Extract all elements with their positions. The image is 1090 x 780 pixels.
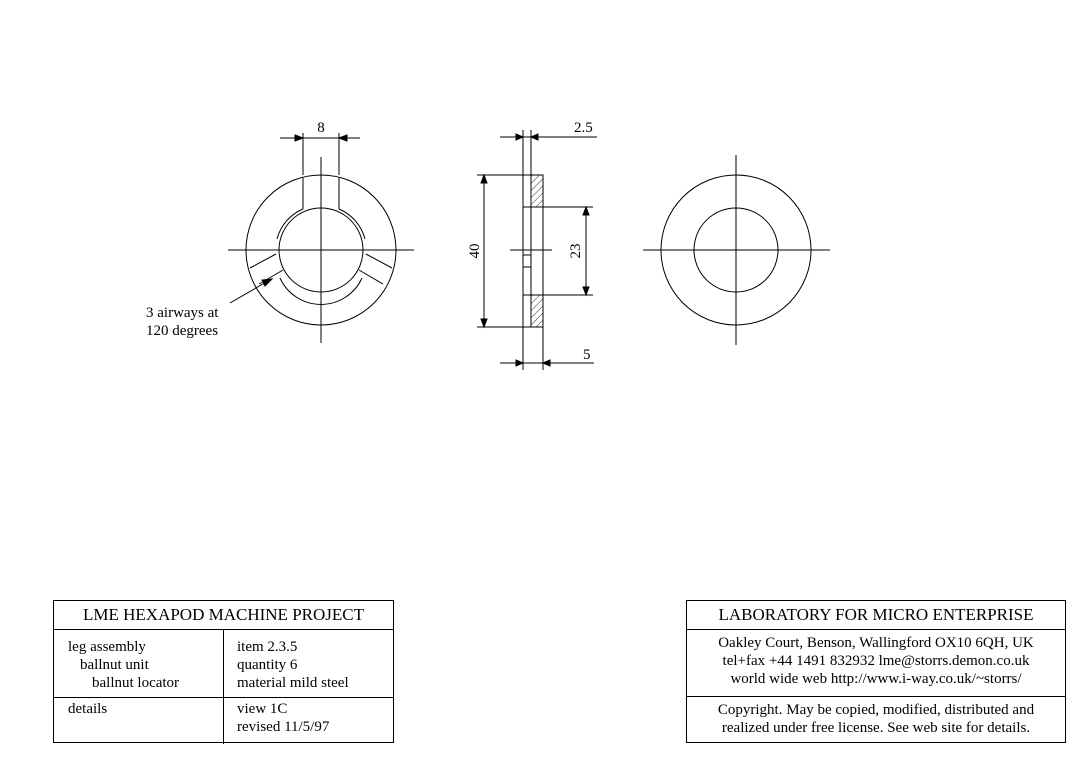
details-values-cell (224, 698, 393, 744)
lab-contact-line: tel+fax +44 1491 832932 lme@storrs.demon.co.uk (722, 653, 1030, 669)
revision-date: revised 11/5/97 (237, 719, 330, 735)
lab-address-line: Oakley Court, Benson, Wallingford OX10 6QH, UK (718, 635, 1034, 651)
dim-slot-width-label: 8 (317, 120, 325, 136)
lab-license (687, 697, 1065, 737)
lab-web-line: world wide web http://www.i-way.co.uk/~storrs/ (730, 671, 1022, 687)
assembly-cell (54, 630, 224, 697)
item-number: item 2.3.5 (237, 639, 298, 655)
item-material: material mild steel (237, 675, 349, 691)
project-title-block (53, 600, 394, 743)
dim-inner-label: 23 (568, 243, 584, 259)
front-view-with-airways (228, 133, 414, 343)
lab-title: LABORATORY FOR MICRO ENTERPRISE (687, 601, 1065, 630)
license-line-2: realized under free license. See web site for details. (721, 720, 1031, 736)
dim-thickness-label: 2.5 (574, 120, 593, 136)
details-label: details (68, 701, 108, 717)
assembly-line: leg assembly (68, 639, 146, 655)
airways-note-line2: 120 degrees (146, 323, 219, 339)
details-label-cell (54, 698, 224, 744)
lab-info-block (686, 600, 1066, 743)
unit-line: ballnut unit (80, 657, 149, 673)
airways-note-line1: 3 airways at (146, 305, 219, 321)
license-line-1: Copyright. May be copied, modified, distributed and (717, 702, 1035, 718)
project-title: LME HEXAPOD MACHINE PROJECT (54, 601, 393, 630)
item-quantity: quantity 6 (237, 657, 298, 673)
item-spec-cell (224, 630, 393, 697)
view-label: view 1C (237, 701, 288, 717)
part-line: ballnut locator (92, 675, 180, 691)
dim-overall-width-label: 5 (583, 347, 591, 363)
project-details-row (54, 698, 393, 744)
lab-address (687, 630, 1065, 697)
dim-outer-diameter-label: 40 (467, 243, 483, 259)
project-item-row (54, 630, 393, 698)
back-view (643, 155, 830, 345)
